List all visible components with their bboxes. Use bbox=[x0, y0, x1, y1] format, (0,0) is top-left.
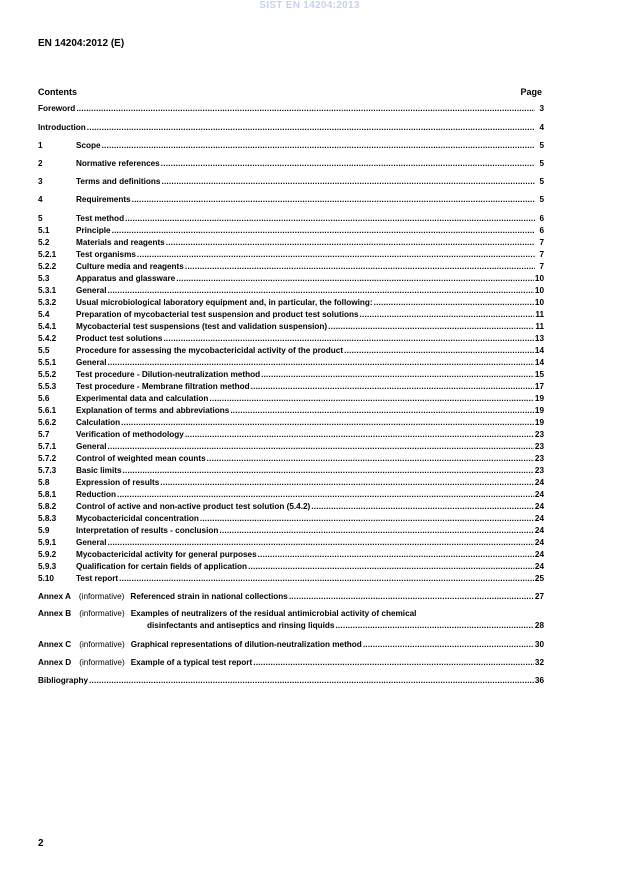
toc-header bbox=[38, 87, 542, 97]
toc-entry-title: Test procedure - Dilution-neutralization method bbox=[76, 370, 261, 379]
toc-entry-number: 5.3.2 bbox=[38, 298, 57, 307]
toc-annex-label: Annex D bbox=[38, 658, 72, 667]
toc-entry[interactable] bbox=[38, 442, 544, 452]
toc-entry-title: Basic limits bbox=[76, 466, 122, 475]
toc-entry-title: General bbox=[76, 286, 107, 295]
watermark: SIST EN 14204:2013 bbox=[259, 0, 360, 11]
page-column-heading: Page bbox=[520, 87, 542, 97]
toc-entry-title: Referenced strain in national collections bbox=[130, 592, 288, 601]
toc-annex-type: (informative) bbox=[78, 592, 125, 601]
toc-entry-number: 5.7 bbox=[38, 430, 50, 439]
toc-entry-number: 5.6.1 bbox=[38, 406, 57, 415]
toc-entry-page: 36 bbox=[534, 676, 544, 685]
toc-entry[interactable] bbox=[38, 490, 544, 500]
toc-entry-title: disinfectants and antiseptics and rinsing liquids bbox=[147, 621, 335, 630]
toc-entry-title: Preparation of mycobacterial test suspension and product test solutions bbox=[76, 310, 359, 319]
toc-entry-title: Terms and definitions bbox=[76, 177, 161, 186]
toc-entry-page: 6 bbox=[539, 214, 544, 223]
toc-entry-page: 24 bbox=[534, 490, 544, 499]
toc-entry-page: 28 bbox=[534, 621, 544, 630]
toc-entry-title: Expression of results bbox=[76, 478, 160, 487]
toc-entry-title: Bibliography bbox=[38, 676, 89, 685]
toc-entry-page: 10 bbox=[534, 274, 544, 283]
toc-entry[interactable] bbox=[38, 454, 544, 464]
toc-entry-title: Explanation of terms and abbreviations bbox=[76, 406, 230, 415]
toc-entry[interactable] bbox=[38, 334, 544, 344]
toc-entry-number: 5.9.2 bbox=[38, 550, 57, 559]
toc-entry-page: 11 bbox=[535, 322, 544, 331]
toc-entry-title: Test report bbox=[76, 574, 119, 583]
toc-entry[interactable] bbox=[38, 514, 544, 524]
toc-entry-page: 24 bbox=[534, 502, 544, 511]
toc-entry-title: Mycobactericidal activity for general purposes bbox=[76, 550, 257, 559]
toc-annex-type: (informative) bbox=[79, 658, 125, 667]
toc-annex-entry[interactable] bbox=[38, 658, 544, 668]
toc-entry-title: Introduction bbox=[38, 123, 86, 132]
toc-entry-title: Procedure for assessing the mycobactericidal activity of the product bbox=[76, 346, 344, 355]
toc-entry-number: 5.4.2 bbox=[38, 334, 57, 343]
toc-entry-number: 5.2 bbox=[38, 238, 50, 247]
toc-entry-page: 19 bbox=[534, 418, 544, 427]
toc-entry-page: 24 bbox=[534, 526, 544, 535]
toc-annex-entry-continued[interactable] bbox=[147, 621, 544, 631]
toc-entry-page: 24 bbox=[534, 514, 544, 523]
toc-entry-page: 14 bbox=[534, 346, 544, 355]
toc-entry-number: 5.5.3 bbox=[38, 382, 57, 391]
toc-entry[interactable] bbox=[38, 382, 544, 392]
toc-entry-title: Apparatus and glassware bbox=[76, 274, 176, 283]
toc-annex-label: Annex B bbox=[38, 609, 72, 618]
toc-entry-title: Test procedure - Membrane filtration method bbox=[76, 382, 250, 391]
toc-entry-number: 5.6.2 bbox=[38, 418, 57, 427]
toc-entry[interactable] bbox=[38, 286, 544, 296]
toc-entry-title: Mycobacterial test suspensions (test and validation suspension) bbox=[76, 322, 328, 331]
toc-entry-page: 24 bbox=[534, 538, 544, 547]
toc-entry-page: 4 bbox=[539, 123, 544, 132]
toc-entry-page: 23 bbox=[534, 442, 544, 451]
toc-entry-number: 4 bbox=[38, 195, 43, 204]
toc-entry-page: 15 bbox=[534, 370, 544, 379]
toc-entry-page: 32 bbox=[534, 658, 544, 667]
toc-entry-title: Reduction bbox=[76, 490, 117, 499]
toc-entry-title: Control of active and non-active product test solution (5.4.2) bbox=[76, 502, 311, 511]
toc-annex-label: Annex A bbox=[38, 592, 71, 601]
toc-entry-title: Test method bbox=[76, 214, 125, 223]
toc-entry-page: 23 bbox=[534, 466, 544, 475]
toc-entry[interactable] bbox=[38, 298, 544, 308]
toc-entry[interactable] bbox=[38, 159, 544, 169]
toc-entry-number: 2 bbox=[38, 159, 43, 168]
toc-annex-label: Annex C bbox=[38, 640, 72, 649]
toc-annex-type: (informative) bbox=[79, 609, 125, 618]
toc-entry-title-line1: Examples of neutralizers of the residual antimicrobial activity of chemical bbox=[130, 609, 417, 618]
toc-annex-entry[interactable] bbox=[38, 592, 544, 602]
toc-entry-page: 5 bbox=[539, 141, 544, 150]
toc-entry-title: General bbox=[76, 442, 107, 451]
toc-entry-page: 7 bbox=[539, 262, 544, 271]
toc-entry-title: Product test solutions bbox=[76, 334, 163, 343]
toc-entry-title: Materials and reagents bbox=[76, 238, 165, 247]
toc-entry-number: 5.10 bbox=[38, 574, 54, 583]
toc-entry-title: General bbox=[76, 358, 107, 367]
toc-entry-page: 30 bbox=[534, 640, 544, 649]
toc-entry[interactable] bbox=[38, 123, 544, 133]
toc-entry[interactable] bbox=[38, 274, 544, 284]
toc-entry[interactable] bbox=[38, 226, 544, 236]
toc-entry-page: 6 bbox=[539, 226, 544, 235]
toc-entry-page: 5 bbox=[539, 159, 544, 168]
page-number: 2 bbox=[38, 838, 44, 849]
toc-entry-number: 5.9.1 bbox=[38, 538, 57, 547]
toc-entry-number: 5.8.2 bbox=[38, 502, 57, 511]
toc-entry-number: 5.2.1 bbox=[38, 250, 57, 259]
toc-entry[interactable] bbox=[38, 262, 544, 272]
toc-entry[interactable] bbox=[38, 562, 544, 572]
document-id: EN 14204:2012 (E) bbox=[38, 38, 125, 49]
toc-entry[interactable] bbox=[38, 526, 544, 536]
toc-entry[interactable] bbox=[38, 238, 544, 248]
toc-entry-title: Control of weighted mean counts bbox=[76, 454, 206, 463]
toc-entry-number: 5.5.1 bbox=[38, 358, 57, 367]
toc-entry[interactable] bbox=[38, 394, 544, 404]
toc-entry-page: 13 bbox=[534, 334, 544, 343]
toc-entry-page: 11 bbox=[535, 310, 544, 319]
toc-entry[interactable] bbox=[38, 104, 544, 114]
toc-entry-page: 24 bbox=[534, 562, 544, 571]
toc-entry-title: Test organisms bbox=[76, 250, 136, 259]
toc-entry[interactable] bbox=[38, 322, 544, 332]
toc-entry-page: 27 bbox=[534, 592, 544, 601]
toc-entry[interactable] bbox=[38, 346, 544, 356]
toc-entry[interactable] bbox=[38, 214, 544, 224]
toc-entry[interactable] bbox=[38, 538, 544, 548]
toc-entry-number: 5.7.2 bbox=[38, 454, 57, 463]
toc-entry-page: 19 bbox=[534, 394, 544, 403]
toc-entry-number: 5.9 bbox=[38, 526, 50, 535]
toc-entry-title: Qualification for certain fields of application bbox=[76, 562, 248, 571]
toc-entry-number: 5.3.1 bbox=[38, 286, 57, 295]
toc-entry-title: Usual microbiological laboratory equipment and, in particular, the following: bbox=[76, 298, 373, 307]
toc-entry-page: 14 bbox=[534, 358, 544, 367]
toc-entry-number: 5.3 bbox=[38, 274, 50, 283]
toc-entry-title: Experimental data and calculation bbox=[76, 394, 209, 403]
toc-entry-page: 7 bbox=[539, 250, 544, 259]
toc-entry-number: 5.4.1 bbox=[38, 322, 57, 331]
toc-entry-title: Graphical representations of dilution-neutralization method bbox=[130, 640, 362, 649]
toc-entry-title: Requirements bbox=[76, 195, 131, 204]
toc-entry-page: 7 bbox=[539, 238, 544, 247]
toc-entry[interactable] bbox=[38, 676, 544, 686]
toc-entry[interactable] bbox=[38, 550, 544, 560]
toc-entry[interactable] bbox=[38, 141, 544, 151]
toc-entry-number: 5.8.1 bbox=[38, 490, 57, 499]
toc-entry-page: 5 bbox=[539, 177, 544, 186]
toc-entry-title: Verification of methodology bbox=[76, 430, 184, 439]
toc-entry-title: Principle bbox=[76, 226, 111, 235]
toc-entry-title: Example of a typical test report bbox=[130, 658, 253, 667]
toc-entry-page: 5 bbox=[539, 195, 544, 204]
toc-entry-number: 5.8.3 bbox=[38, 514, 57, 523]
toc-entry-page: 23 bbox=[534, 430, 544, 439]
toc-entry[interactable] bbox=[38, 430, 544, 440]
toc-entry-page: 25 bbox=[534, 574, 544, 583]
toc-entry[interactable] bbox=[38, 250, 544, 260]
toc-entry-number: 5.7.3 bbox=[38, 466, 57, 475]
toc-entry[interactable] bbox=[38, 574, 544, 584]
toc-entry-title: Mycobactericidal concentration bbox=[76, 514, 199, 523]
toc-entry-title: Calculation bbox=[76, 418, 121, 427]
toc-entry-number: 5.1 bbox=[38, 226, 50, 235]
toc-entry-title: Normative references bbox=[76, 159, 160, 168]
toc-entry-page: 24 bbox=[534, 478, 544, 487]
toc-entry-number: 5.7.1 bbox=[38, 442, 57, 451]
toc-entry-number: 5.9.3 bbox=[38, 562, 57, 571]
toc-entry[interactable] bbox=[38, 358, 544, 368]
toc-entry-title: Scope bbox=[76, 141, 101, 150]
toc-entry-page: 17 bbox=[534, 382, 544, 391]
toc-entry-title: Interpretation of results - conclusion bbox=[76, 526, 219, 535]
toc-entry-page: 19 bbox=[534, 406, 544, 415]
toc-entry-page: 10 bbox=[534, 298, 544, 307]
toc-entry-title: General bbox=[76, 538, 107, 547]
toc-entry[interactable] bbox=[38, 310, 544, 320]
toc-entry-number: 3 bbox=[38, 177, 43, 186]
toc-annex-type: (informative) bbox=[79, 640, 125, 649]
toc-entry-number: 5.2.2 bbox=[38, 262, 57, 271]
toc-entry-page: 23 bbox=[534, 454, 544, 463]
toc-entry[interactable] bbox=[38, 406, 544, 416]
toc-annex-entry[interactable] bbox=[38, 609, 544, 619]
toc-entry[interactable] bbox=[38, 502, 544, 512]
toc-entry[interactable] bbox=[38, 370, 544, 380]
toc-entry-number: 5.8 bbox=[38, 478, 50, 487]
toc-entry[interactable] bbox=[38, 466, 544, 476]
toc-entry[interactable] bbox=[38, 177, 544, 187]
toc-entry-page: 3 bbox=[539, 104, 544, 113]
toc-entry[interactable] bbox=[38, 478, 544, 488]
toc-entry[interactable] bbox=[38, 195, 544, 205]
toc-entry-number: 1 bbox=[38, 141, 43, 150]
toc-entry-title: Foreword bbox=[38, 104, 76, 113]
toc-entry-number: 5.6 bbox=[38, 394, 50, 403]
toc-entry-number: 5.5.2 bbox=[38, 370, 57, 379]
toc-entry-title: Culture media and reagents bbox=[76, 262, 184, 271]
toc-entry-number: 5.5 bbox=[38, 346, 50, 355]
toc-entry-number: 5 bbox=[38, 214, 43, 223]
toc-entry-page: 10 bbox=[534, 286, 544, 295]
toc-entry[interactable] bbox=[38, 418, 544, 428]
contents-heading: Contents bbox=[38, 87, 77, 97]
toc-entry-page: 24 bbox=[534, 550, 544, 559]
toc-entry-number: 5.4 bbox=[38, 310, 50, 319]
toc-annex-entry[interactable] bbox=[38, 640, 544, 650]
